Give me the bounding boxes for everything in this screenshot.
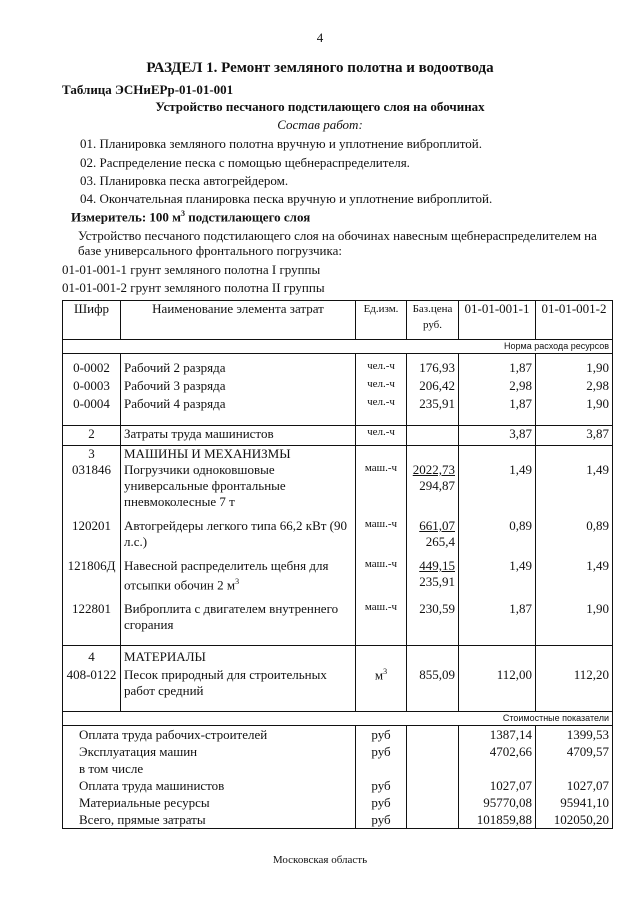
row-value-1: 112,00 xyxy=(459,667,536,699)
row-unit: чел.-ч xyxy=(356,378,407,396)
section-header-row xyxy=(63,446,613,463)
row-value-2: 1,90 xyxy=(536,601,613,633)
row-code: 120201 xyxy=(63,518,121,550)
table-row xyxy=(63,558,613,593)
row-code: 121806Д xyxy=(63,558,121,593)
row-code: 031846 xyxy=(63,462,121,510)
norm-label: Норма расхода ресурсов xyxy=(63,340,613,354)
header-unit: Ед.изм. xyxy=(356,301,407,340)
row-unit: чел.-ч xyxy=(356,426,407,446)
table-row xyxy=(63,462,613,510)
row-price: 230,59 xyxy=(407,601,459,633)
row-name: Виброплита с двигателем внутреннего сгорания xyxy=(121,601,356,633)
summary-name: в том числе xyxy=(63,760,356,777)
work-item: 01. Планировка земляного полотна вручную и уплотнение виброплитой. xyxy=(80,136,482,151)
row-price: 176,93 xyxy=(407,360,459,378)
row-price: 661,07 265,4 xyxy=(407,518,459,550)
footer-region: Московская область xyxy=(272,854,368,866)
row-price: 235,91 xyxy=(407,396,459,414)
row-value-1: 1,49 xyxy=(459,462,536,510)
row-value-2: 112,20 xyxy=(536,667,613,699)
summary-unit: руб xyxy=(356,811,407,829)
page-number: 4 xyxy=(316,30,324,45)
row-code: 122801 xyxy=(63,601,121,633)
summary-value-1: 1027,07 xyxy=(459,777,536,794)
row-price: 855,09 xyxy=(407,667,459,699)
summary-name: Оплата труда рабочих-строителей xyxy=(63,725,356,743)
row-name: Погрузчики одноковшовые универсальные фронтальные пневмоколесные 7 т xyxy=(121,462,356,510)
work-item: 04. Окончательная планировка песка вручную и уплотнение виброплитой. xyxy=(80,191,493,206)
table-code: Таблица ЭСНиЕРр-01-01-001 xyxy=(62,82,234,97)
row-value-2: 3,87 xyxy=(536,426,613,446)
row-price: 449,15 235,91 xyxy=(407,558,459,593)
measurement-unit: Измеритель: 100 $м^3$ подстилающего слоя xyxy=(71,209,311,225)
table-row xyxy=(63,360,613,378)
summary-value-2: 1027,07 xyxy=(536,777,613,794)
table-row xyxy=(63,601,613,633)
row-value-2: 1,90 xyxy=(536,396,613,414)
summary-row xyxy=(63,760,613,777)
row-value-2: 1,49 xyxy=(536,462,613,510)
table-row xyxy=(63,667,613,699)
section-name: МАШИНЫ И МЕХАНИЗМЫ xyxy=(121,446,356,463)
cost-label: Стоимостные показатели xyxy=(63,711,613,725)
row-value-1: 1,49 xyxy=(459,558,536,593)
section-code: 4 xyxy=(63,645,121,667)
section-header-row xyxy=(63,645,613,667)
section-code: 3 xyxy=(63,446,121,463)
row-code: 0-0004 xyxy=(63,396,121,414)
summary-unit: руб xyxy=(356,777,407,794)
summary-row xyxy=(63,777,613,794)
table-header-row xyxy=(63,301,613,340)
variant-line: 01-01-001-2 грунт земляного полотна II группы xyxy=(62,280,325,295)
row-value-1: 1,87 xyxy=(459,396,536,414)
row-name: Затраты труда машинистов xyxy=(121,426,356,446)
row-value-2: 2,98 xyxy=(536,378,613,396)
summary-row xyxy=(63,811,613,829)
summary-name: Эксплуатация машин xyxy=(63,743,356,760)
row-unit: маш.-ч xyxy=(356,601,407,633)
table-row xyxy=(63,396,613,414)
row-value-1: 1,87 xyxy=(459,360,536,378)
summary-row xyxy=(63,794,613,811)
row-name: Песок природный для строительных работ средний xyxy=(121,667,356,699)
row-value-1: 1,87 xyxy=(459,601,536,633)
row-code: 0-0003 xyxy=(63,378,121,396)
row-unit: чел.-ч xyxy=(356,396,407,414)
row-value-2: 1,90 xyxy=(536,360,613,378)
summary-value-2: 102050,20 xyxy=(536,811,613,829)
summary-value-2: 1399,53 xyxy=(536,725,613,743)
row-value-2: 0,89 xyxy=(536,518,613,550)
table-row xyxy=(63,378,613,396)
header-name: Наименование элемента затрат xyxy=(121,301,356,340)
row-value-2: 1,49 xyxy=(536,558,613,593)
machinist-row xyxy=(63,426,613,446)
row-value-1: 2,98 xyxy=(459,378,536,396)
summary-name: Оплата труда машинистов xyxy=(63,777,356,794)
row-code: 408-0122 xyxy=(63,667,121,699)
row-name: Навесной распределитель щебня для отсыпки обочин 2 $м^3$ xyxy=(121,558,356,593)
variant-line: 01-01-001-1 грунт земляного полотна I группы xyxy=(62,262,321,277)
table-subtitle: Устройство песчаного подстилающего слоя на обочинах xyxy=(155,99,485,114)
work-item: 02. Распределение песка с помощью щебнераспределителя. xyxy=(80,155,410,170)
summary-row xyxy=(63,725,613,743)
row-price: 2022,73 294,87 xyxy=(407,462,459,510)
row-value-1: 3,87 xyxy=(459,426,536,446)
description-line: базе универсального фронтального погрузчика: xyxy=(78,243,342,258)
section-name: МАТЕРИАЛЫ xyxy=(121,645,356,667)
row-name: Автогрейдеры легкого типа 66,2 кВт (90 л.с.) xyxy=(121,518,356,550)
works-heading: Состав работ: xyxy=(277,117,363,132)
row-value-1: 0,89 xyxy=(459,518,536,550)
summary-unit: руб xyxy=(356,743,407,760)
section-title: РАЗДЕЛ 1. Ремонт земляного полотна и водоотвода xyxy=(146,60,494,76)
summary-row xyxy=(63,743,613,760)
row-name: Рабочий 3 разряда xyxy=(121,378,356,396)
summary-value-1: 95770,08 xyxy=(459,794,536,811)
row-name: Рабочий 2 разряда xyxy=(121,360,356,378)
header-price: Баз.цена руб. xyxy=(407,301,459,340)
row-name: Рабочий 4 разряда xyxy=(121,396,356,414)
row-code: 0-0002 xyxy=(63,360,121,378)
summary-unit: руб xyxy=(356,794,407,811)
header-code: Шифр xyxy=(63,301,121,340)
row-unit: маш.-ч xyxy=(356,558,407,593)
summary-name: Всего, прямые затраты xyxy=(63,811,356,829)
description-line: Устройство песчаного подстилающего слоя на обочинах навесным щебнераспределителем на xyxy=(78,228,597,243)
header-col2: 01-01-001-2 xyxy=(536,301,613,340)
summary-value-2: 4709,57 xyxy=(536,743,613,760)
row-unit: $м^3$ xyxy=(356,667,407,699)
header-col1: 01-01-001-1 xyxy=(459,301,536,340)
summary-unit: руб xyxy=(356,725,407,743)
summary-value-1: 4702,66 xyxy=(459,743,536,760)
row-unit: маш.-ч xyxy=(356,518,407,550)
summary-name: Материальные ресурсы xyxy=(63,794,356,811)
norm-label-row xyxy=(63,340,613,354)
summary-value-2: 95941,10 xyxy=(536,794,613,811)
work-item: 03. Планировка песка автогрейдером. xyxy=(80,173,289,188)
summary-value-1: 101859,88 xyxy=(459,811,536,829)
row-unit: маш.-ч xyxy=(356,462,407,510)
summary-value-1: 1387,14 xyxy=(459,725,536,743)
table-row xyxy=(63,518,613,550)
row-code: 2 xyxy=(63,426,121,446)
cost-label-row xyxy=(63,711,613,725)
row-unit: чел.-ч xyxy=(356,360,407,378)
row-price: 206,42 xyxy=(407,378,459,396)
resource-table xyxy=(62,300,613,829)
